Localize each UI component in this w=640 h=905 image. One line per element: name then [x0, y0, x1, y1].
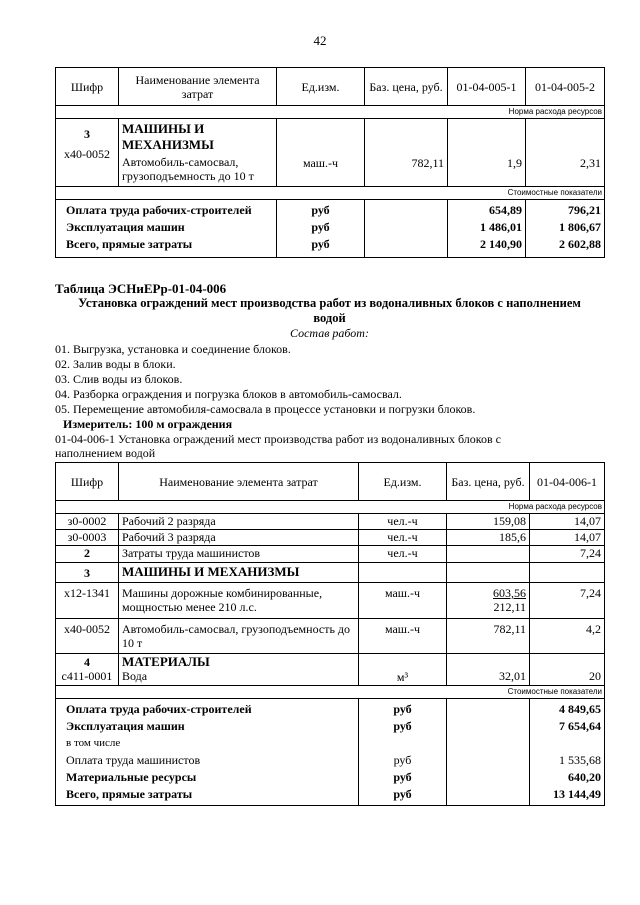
- resource-price: 782,11: [365, 119, 448, 187]
- header-price: Баз. цена, руб.: [365, 68, 448, 106]
- table-title-line-2: водой: [313, 311, 346, 325]
- header-name: Наименование элемента затрат: [119, 68, 277, 106]
- resource-value: 7,24: [530, 583, 605, 619]
- total-name: в том числе: [66, 737, 121, 749]
- table-row: [56, 654, 605, 686]
- header-code: Шифр: [56, 463, 119, 501]
- resource-code: з0-0002: [56, 514, 119, 530]
- resource-unit: м³: [359, 654, 447, 686]
- total-value: 640,20: [568, 770, 601, 784]
- cost-label: Стоимостные показатели: [56, 187, 605, 200]
- header-col-1: 01-04-006-1: [530, 463, 605, 501]
- resource-name: Рабочий 3 разряда: [119, 530, 359, 546]
- section-number: 3: [84, 127, 90, 141]
- header-name: Наименование элемента затрат: [119, 463, 359, 501]
- total-unit: руб: [311, 220, 330, 234]
- work-item: 04. Разборка ограждения и погрузка блоков в автомобиль-самосвал.: [55, 387, 402, 401]
- resource-name: Рабочий 2 разряда: [119, 514, 359, 530]
- work-description-line-1: 01-04-006-1 Установка ограждений мест производства работ из водоналивных блоков с: [55, 432, 501, 446]
- resource-name: Автомобиль-самосвал, грузоподъемность до 10 т: [122, 155, 254, 183]
- resource-value: 4,2: [530, 619, 605, 654]
- total-value-2: 796,21: [568, 203, 601, 217]
- header-unit: Ед.изм.: [277, 68, 365, 106]
- resource-name: Затраты труда машинистов: [119, 546, 359, 563]
- resource-name: Вода: [122, 669, 148, 683]
- resource-value: 14,07: [530, 530, 605, 546]
- header-col-2: 01-04-005-2: [526, 68, 605, 106]
- norm-label: Норма расхода ресурсов: [56, 106, 605, 119]
- section-title: МАШИНЫ И МЕХАНИЗМЫ: [122, 121, 214, 152]
- total-name: Эксплуатация машин: [66, 220, 185, 234]
- total-value: 13 144,49: [553, 787, 601, 801]
- section-title: МАТЕРИАЛЫ: [122, 654, 210, 669]
- total-value-2: 2 602,88: [559, 237, 601, 251]
- page-number: 42: [313, 33, 327, 48]
- resource-code: з0-0003: [56, 530, 119, 546]
- total-name: Оплата труда рабочих-строителей: [66, 702, 252, 716]
- resource-price: 32,01: [447, 654, 530, 686]
- resource-code: х40-0052: [64, 147, 110, 161]
- total-unit: руб: [311, 203, 330, 217]
- resource-value: 7,24: [530, 546, 605, 563]
- table-header-row: [56, 68, 605, 106]
- section-row: [56, 563, 605, 583]
- resource-table-01-04-005: [55, 67, 605, 258]
- cost-label: Стоимостные показатели: [56, 686, 605, 699]
- resource-unit: чел.-ч: [359, 546, 447, 563]
- total-value-1: 2 140,90: [480, 237, 522, 251]
- resource-unit: маш.-ч: [277, 119, 365, 187]
- total-name: Оплата труда машинистов: [66, 753, 201, 767]
- total-name: Всего, прямые затраты: [66, 787, 193, 801]
- resource-unit: маш.-ч: [359, 619, 447, 654]
- total-value-1: 1 486,01: [480, 220, 522, 234]
- table-row: [56, 619, 605, 654]
- table-title-line-1: Установка ограждений мест производства работ из водоналивных блоков с наполнением: [78, 296, 581, 310]
- resource-value-1: 1,9: [448, 119, 526, 187]
- resource-unit: чел.-ч: [359, 530, 447, 546]
- total-name: Эксплуатация машин: [66, 719, 185, 733]
- total-value: 1 535,68: [559, 753, 601, 767]
- table-row: [56, 514, 605, 530]
- resource-value-2: 2,31: [526, 119, 605, 187]
- resource-price: 603,56: [493, 586, 526, 600]
- table-row: [56, 530, 605, 546]
- total-name: Материальные ресурсы: [66, 770, 197, 784]
- section-title: МАШИНЫ И МЕХАНИЗМЫ: [119, 563, 359, 583]
- table-row: [56, 119, 605, 187]
- resource-code: с411-0001: [61, 669, 113, 683]
- totals-block: [56, 200, 605, 258]
- total-value: 7 654,64: [559, 719, 601, 733]
- meter-label: Измеритель: 100 м ограждения: [63, 417, 233, 431]
- total-unit: руб: [393, 753, 412, 767]
- header-price: Баз. цена, руб.: [447, 463, 530, 501]
- totals-block: [56, 699, 605, 806]
- total-value-1: 654,89: [489, 203, 522, 217]
- resource-name: Машины дорожные комбинированные, мощностью менее 210 л.с.: [119, 583, 359, 619]
- work-item: 01. Выгрузка, установка и соединение блоков.: [55, 342, 291, 356]
- total-name: Всего, прямые затраты: [66, 237, 193, 251]
- section-number: 2: [56, 546, 119, 563]
- total-unit: руб: [393, 702, 412, 716]
- resource-price: 159,08: [447, 514, 530, 530]
- total-unit: руб: [393, 770, 412, 784]
- resource-name: Автомобиль-самосвал, грузоподъемность до 10 т: [119, 619, 359, 654]
- total-unit: руб: [393, 787, 412, 801]
- resource-value: 20: [530, 654, 605, 686]
- total-name: Оплата труда рабочих-строителей: [66, 203, 252, 217]
- header-col-1: 01-04-005-1: [448, 68, 526, 106]
- resource-code: х12-1341: [56, 583, 119, 619]
- norm-label: Норма расхода ресурсов: [56, 501, 605, 514]
- resource-code: х40-0052: [56, 619, 119, 654]
- section-number: 4: [84, 655, 90, 669]
- total-unit: руб: [311, 237, 330, 251]
- header-unit: Ед.изм.: [359, 463, 447, 501]
- resource-price-secondary: 212,11: [493, 600, 526, 614]
- total-value-2: 1 806,67: [559, 220, 601, 234]
- work-item: 02. Залив воды в блоки.: [55, 357, 176, 371]
- work-item: 05. Перемещение автомобиля-самосвала в процессе установки и погрузки блоков.: [55, 402, 476, 416]
- resource-unit: маш.-ч: [359, 583, 447, 619]
- resource-value: 14,07: [530, 514, 605, 530]
- table-header-row: [56, 463, 605, 501]
- resource-table-01-04-006: [55, 462, 605, 806]
- resource-price: 185,6: [447, 530, 530, 546]
- table-row: [56, 583, 605, 619]
- work-description-line-2: наполнением водой: [55, 446, 156, 460]
- resource-unit: чел.-ч: [359, 514, 447, 530]
- total-unit: руб: [393, 719, 412, 733]
- resource-price: 782,11: [447, 619, 530, 654]
- work-item: 03. Слив воды из блоков.: [55, 372, 183, 386]
- table-caption: Таблица ЭСНиЕРр-01-04-006: [55, 281, 227, 296]
- total-value: 4 849,65: [559, 702, 601, 716]
- header-code: Шифр: [56, 68, 119, 106]
- section-number: 3: [56, 563, 119, 583]
- table-row: [56, 546, 605, 563]
- work-heading: Состав работ:: [290, 326, 369, 340]
